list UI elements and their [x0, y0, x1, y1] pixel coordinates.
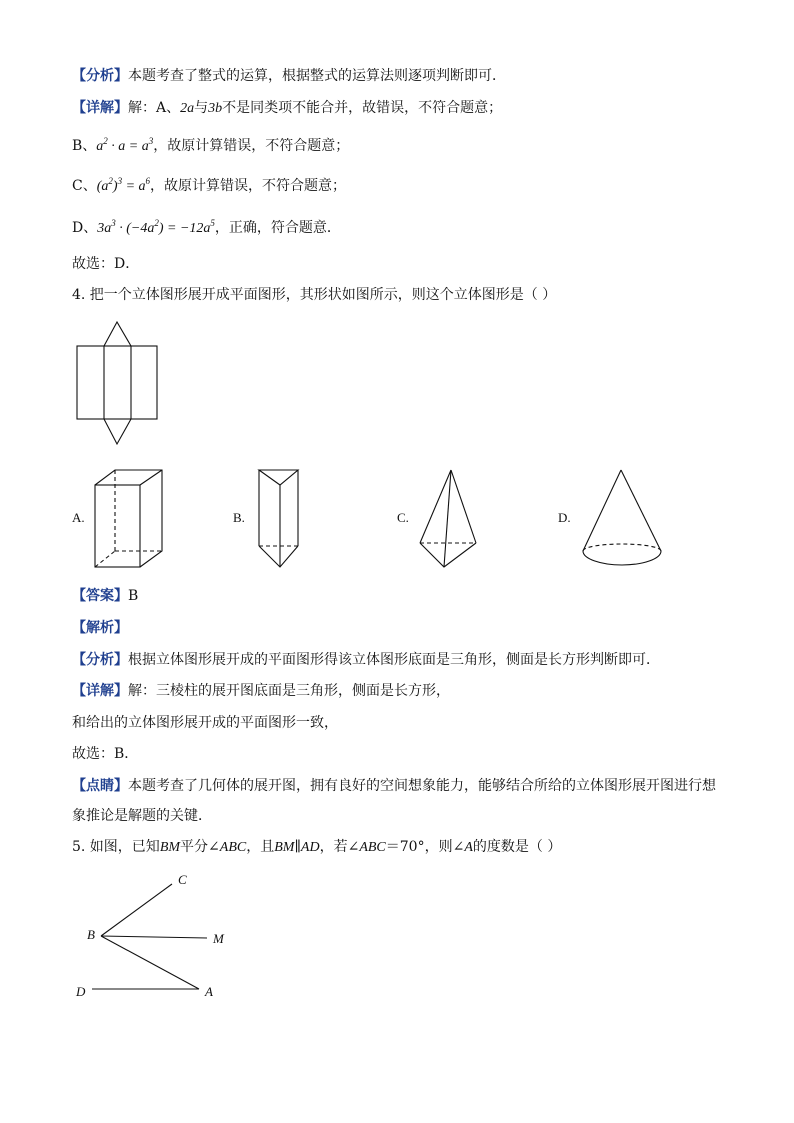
q5-stem-part-1: 5. 如图，已知 [72, 839, 160, 855]
q4-choice: 故选：B． [72, 746, 139, 762]
option-a-label: A. [72, 510, 85, 525]
option-c-label: C. [397, 510, 409, 525]
comment-line-1: 本题考查了几何体的展开图，拥有良好的空间想象能力，能够结合所给的立体图形展开图进行想 [128, 778, 716, 794]
q5-stem-part-2: 平分∠ [180, 839, 220, 855]
label-m: M [213, 931, 224, 946]
formula-d: $3a^3 \cdot (-4a^2) = -12a^5$ [97, 218, 215, 236]
analysis-text: 本题考查了整式的运算，根据整式的运算法则逐项判断即可． [128, 68, 506, 84]
q5-parallel: ∥ [294, 839, 301, 855]
detail-line-1: 解：三棱柱的展开图底面是三角形，侧面是长方形， [128, 683, 450, 699]
analysis-text: 根据立体图形展开成的平面图形得该立体图形底面是三角形，侧面是长方形判断即可． [128, 652, 660, 668]
d-post: ，正确，符合题意． [214, 220, 341, 236]
formula-b: $a^2 \cdot a = a^3$ [96, 136, 154, 154]
q4-stem: 4. 把一个立体图形展开成平面图形，其形状如图所示，则这个立体图形是（ ） [72, 287, 557, 303]
label-d: D [76, 984, 86, 999]
option-b-label: B. [233, 510, 245, 525]
label-b: B [87, 927, 95, 942]
term-2a: 2a [180, 101, 195, 116]
q5-ad: AD [300, 840, 320, 855]
q5-abc: ABC [219, 840, 247, 855]
analysis-tag: 【分析】 [72, 68, 128, 84]
ray-bm [101, 936, 207, 938]
b-prefix: B、 [72, 138, 97, 154]
b-post: ，故原计算错误，不符合题意； [153, 138, 350, 154]
q5-abc-2: ABC [359, 840, 386, 855]
detail-a-prefix: 解：A、 [128, 100, 181, 116]
formula-c: $(a^2)^3 = a^6$ [96, 176, 151, 194]
c-prefix: C、 [72, 178, 97, 194]
detail-tag: 【详解】 [72, 100, 128, 116]
c-post: ，故原计算错误，不符合题意； [150, 178, 347, 194]
q4-comment-line-2: 象推论是解题的关键． [72, 808, 212, 824]
detail-tag: 【详解】 [72, 683, 128, 699]
q5-angle-a: A [464, 840, 473, 855]
detail-a-mid: 与 [194, 100, 209, 116]
explain-tag: 【解析】 [72, 620, 128, 636]
answer-tag: 【答案】 [72, 588, 128, 604]
label-a: A [205, 984, 213, 999]
ray-bc [101, 884, 172, 936]
q5-stem-part-4: ，若∠ [319, 839, 360, 855]
comment-tag: 【点睛】 [72, 778, 128, 794]
answer-value: B [128, 588, 139, 604]
q4-detail-line-2: 和给出的立体图形展开成的平面图形一致， [72, 715, 338, 731]
q5-stem-part-3: ，且 [246, 839, 275, 855]
term-3b: 3b [208, 101, 223, 116]
q5-stem-part-6: 的度数是（ ） [472, 839, 562, 855]
detail-a-post: 不是同类项不能合并，故错误，不符合题意； [222, 100, 503, 116]
q5-bm: BM [159, 840, 181, 855]
segment-ba [101, 936, 199, 989]
q5-bm-2: BM [274, 840, 295, 855]
q5-stem-part-5: ＝70°，则∠ [385, 839, 465, 855]
q3-choice: 故选：D． [72, 256, 140, 272]
label-c: C [178, 872, 187, 887]
analysis-tag: 【分析】 [72, 652, 128, 668]
d-prefix: D、 [72, 220, 98, 236]
option-d-label: D. [558, 510, 571, 525]
